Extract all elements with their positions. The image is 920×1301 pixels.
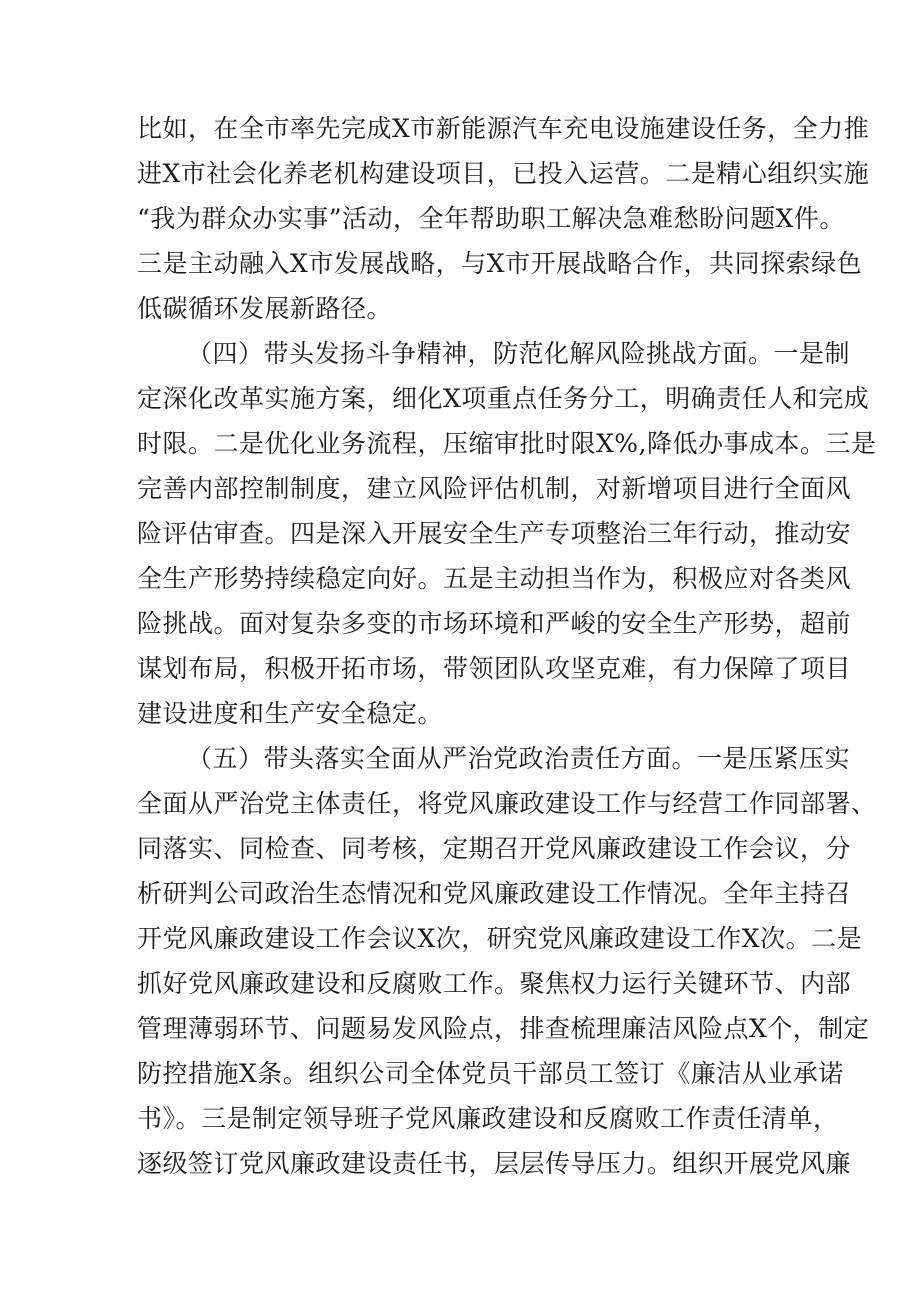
text-line: 定深化改革实施方案，细化X项重点任务分工，明确责任人和完成 — [137, 384, 870, 413]
text-line: 比如，在全市率先完成X市新能源汽车充电设施建设任务，全力推 — [137, 114, 870, 143]
text-line: 书》。三是制定领导班子党风廉政建设和反腐败工作责任清单， — [137, 1104, 839, 1133]
text-line: 建设进度和生产安全稳定。 — [137, 699, 444, 728]
text-line: 逐级签订党风廉政建设责任书，层层传导压力。组织开展党风廉 — [137, 1149, 852, 1178]
text-line: 开党风廉政建设工作会议X次，研究党风廉政建设工作X次。二是 — [137, 924, 863, 953]
text-line: 完善内部控制制度，建立风险评估机制，对新增项目进行全面风 — [137, 474, 852, 503]
text-line: 险评估审查。四是深入开展安全生产专项整治三年行动，推动安 — [137, 519, 852, 548]
text-line: 三是主动融入X市发展战略，与X市开展战略合作，共同探索绿色 — [137, 249, 863, 278]
text-line: 抓好党风廉政建设和反腐败工作。聚焦权力运行关键环节、内部 — [137, 969, 852, 998]
text-line: 全面从严治党主体责任，将党风廉政建设工作与经营工作同部署、 — [137, 789, 877, 818]
text-line: “我为群众办实事”活动，全年帮助职工解决急难愁盼问题X件。 — [137, 204, 845, 233]
text-line: 谋划布局，积极开拓市场，带领团队攻坚克难，有力保障了项目 — [137, 654, 852, 683]
text-line: 同落实、同检查、同考核，定期召开党风廉政建设工作会议，分 — [137, 834, 852, 863]
text-line: 管理薄弱环节、问题易发风险点，排查梳理廉洁风险点X个，制定 — [137, 1014, 870, 1043]
text-line: 全生产形势持续稳定向好。五是主动担当作为，积极应对各类风 — [137, 564, 852, 593]
section-heading-line: （五）带头落实全面从严治党政治责任方面。一是压紧压实 — [187, 744, 851, 773]
text-line: 进X市社会化养老机构建设项目，已投入运营。二是精心组织实施 — [137, 159, 870, 188]
section-heading-line: （四）带头发扬斗争精神，防范化解风险挑战方面。一是制 — [187, 339, 851, 368]
text-line: 低碳循环发展新路径。 — [137, 294, 393, 323]
text-line: 防控措施X条。组织公司全体党员干部员工签订《廉洁从业承诺 — [137, 1059, 844, 1088]
text-line: 析研判公司政治生态情况和党风廉政建设工作情况。全年主持召 — [137, 879, 852, 908]
text-line: 时限。二是优化业务流程，压缩审批时限X%,降低办事成本。三是 — [137, 429, 877, 458]
text-line: 险挑战。面对复杂多变的市场环境和严峻的安全生产形势，超前 — [137, 609, 852, 638]
